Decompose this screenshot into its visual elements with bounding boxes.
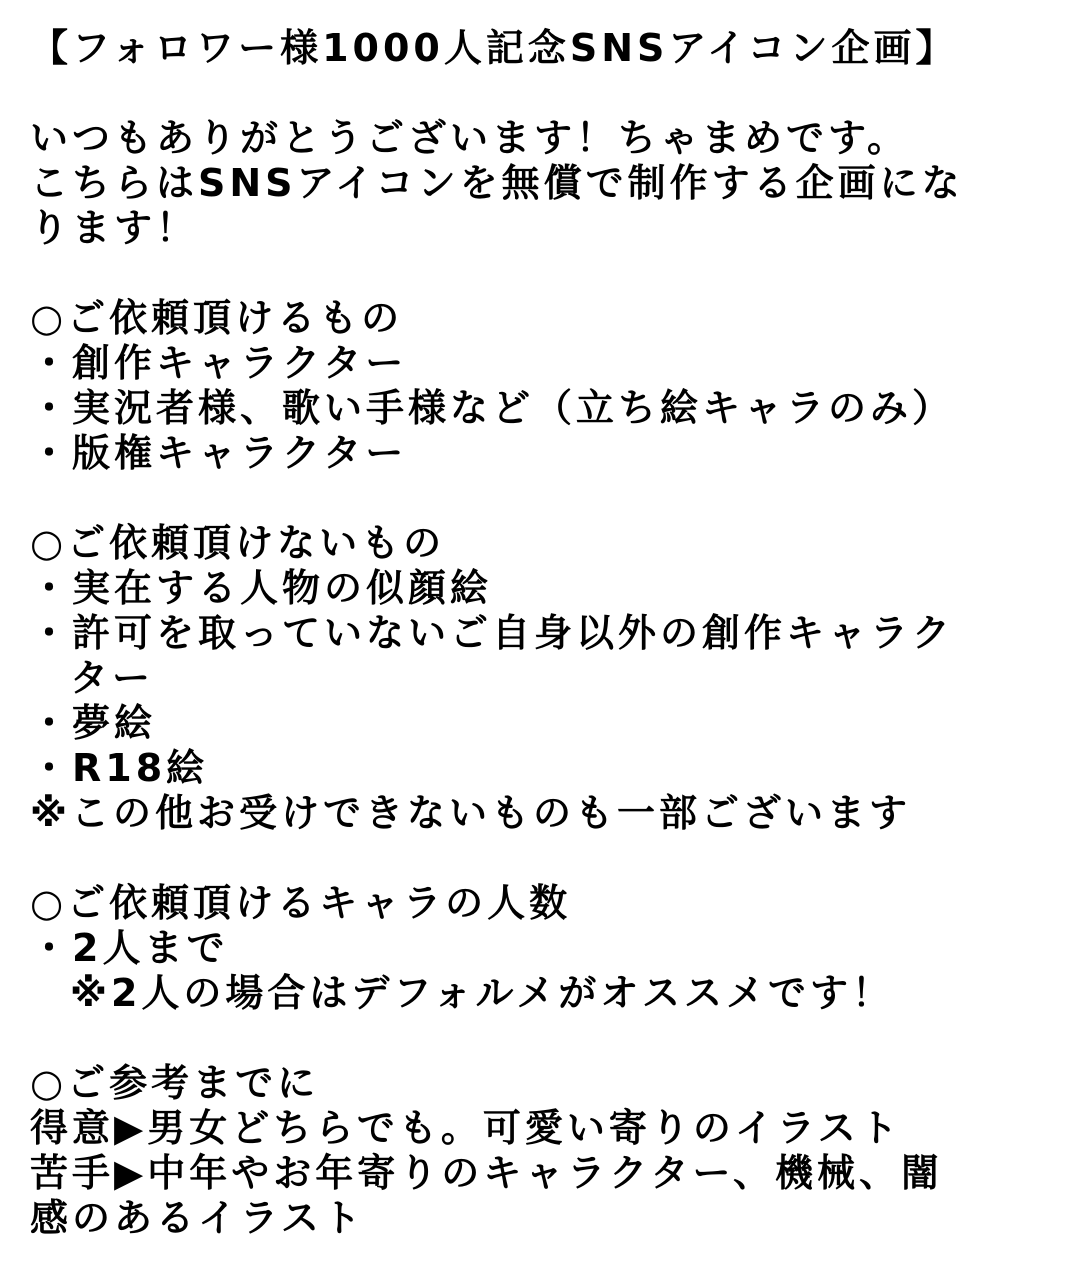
page-title: 【フォロワー様1000人記念SNSアイコン企画】 (30, 26, 958, 70)
accepted-heading: ○ご依頼頂けるもの (30, 296, 404, 340)
count-heading: ○ご依頼頂けるキャラの人数 (30, 881, 572, 925)
not-accepted-item: ・R18絵 (30, 746, 209, 790)
not-accepted-note: ※この他お受けできないものも一部ございます (30, 791, 911, 835)
count-note: ※2人の場合はデフォルメがオススメです！ (70, 971, 894, 1015)
document-body (30, 26, 1030, 1241)
reference-heading: ○ご参考までに (30, 1061, 320, 1105)
spacer (30, 71, 1030, 116)
spacer (30, 476, 1030, 521)
not-accepted-item-continuation: ター (70, 656, 155, 700)
not-accepted-heading: ○ご依頼頂けないもの (30, 521, 446, 565)
intro-line: いつもありがとうございます！ちゃまめです。 (30, 116, 909, 160)
not-accepted-item: ・実在する人物の似顔絵 (30, 566, 493, 610)
count-item: ・2人まで (30, 926, 229, 970)
accepted-item: ・実況者様、歌い手様など（立ち絵キャラのみ） (30, 386, 955, 430)
spacer (30, 251, 1030, 296)
reference-line: 感のあるイラスト (30, 1196, 365, 1240)
spacer (30, 836, 1030, 881)
reference-line: 得意▶男女どちらでも。可愛い寄りのイラスト (30, 1106, 902, 1150)
accepted-item: ・版権キャラクター (30, 431, 408, 475)
intro-line: ります！ (30, 206, 199, 250)
spacer (30, 1016, 1030, 1061)
not-accepted-item: ・夢絵 (30, 701, 157, 745)
reference-line: 苦手▶中年やお年寄りのキャラクター、機械、闇 (30, 1151, 943, 1195)
accepted-item: ・創作キャラクター (30, 341, 408, 385)
not-accepted-item: ・許可を取っていないご自身以外の創作キャラク (30, 611, 955, 655)
intro-line: こちらはSNSアイコンを無償で制作する企画にな (30, 161, 964, 205)
